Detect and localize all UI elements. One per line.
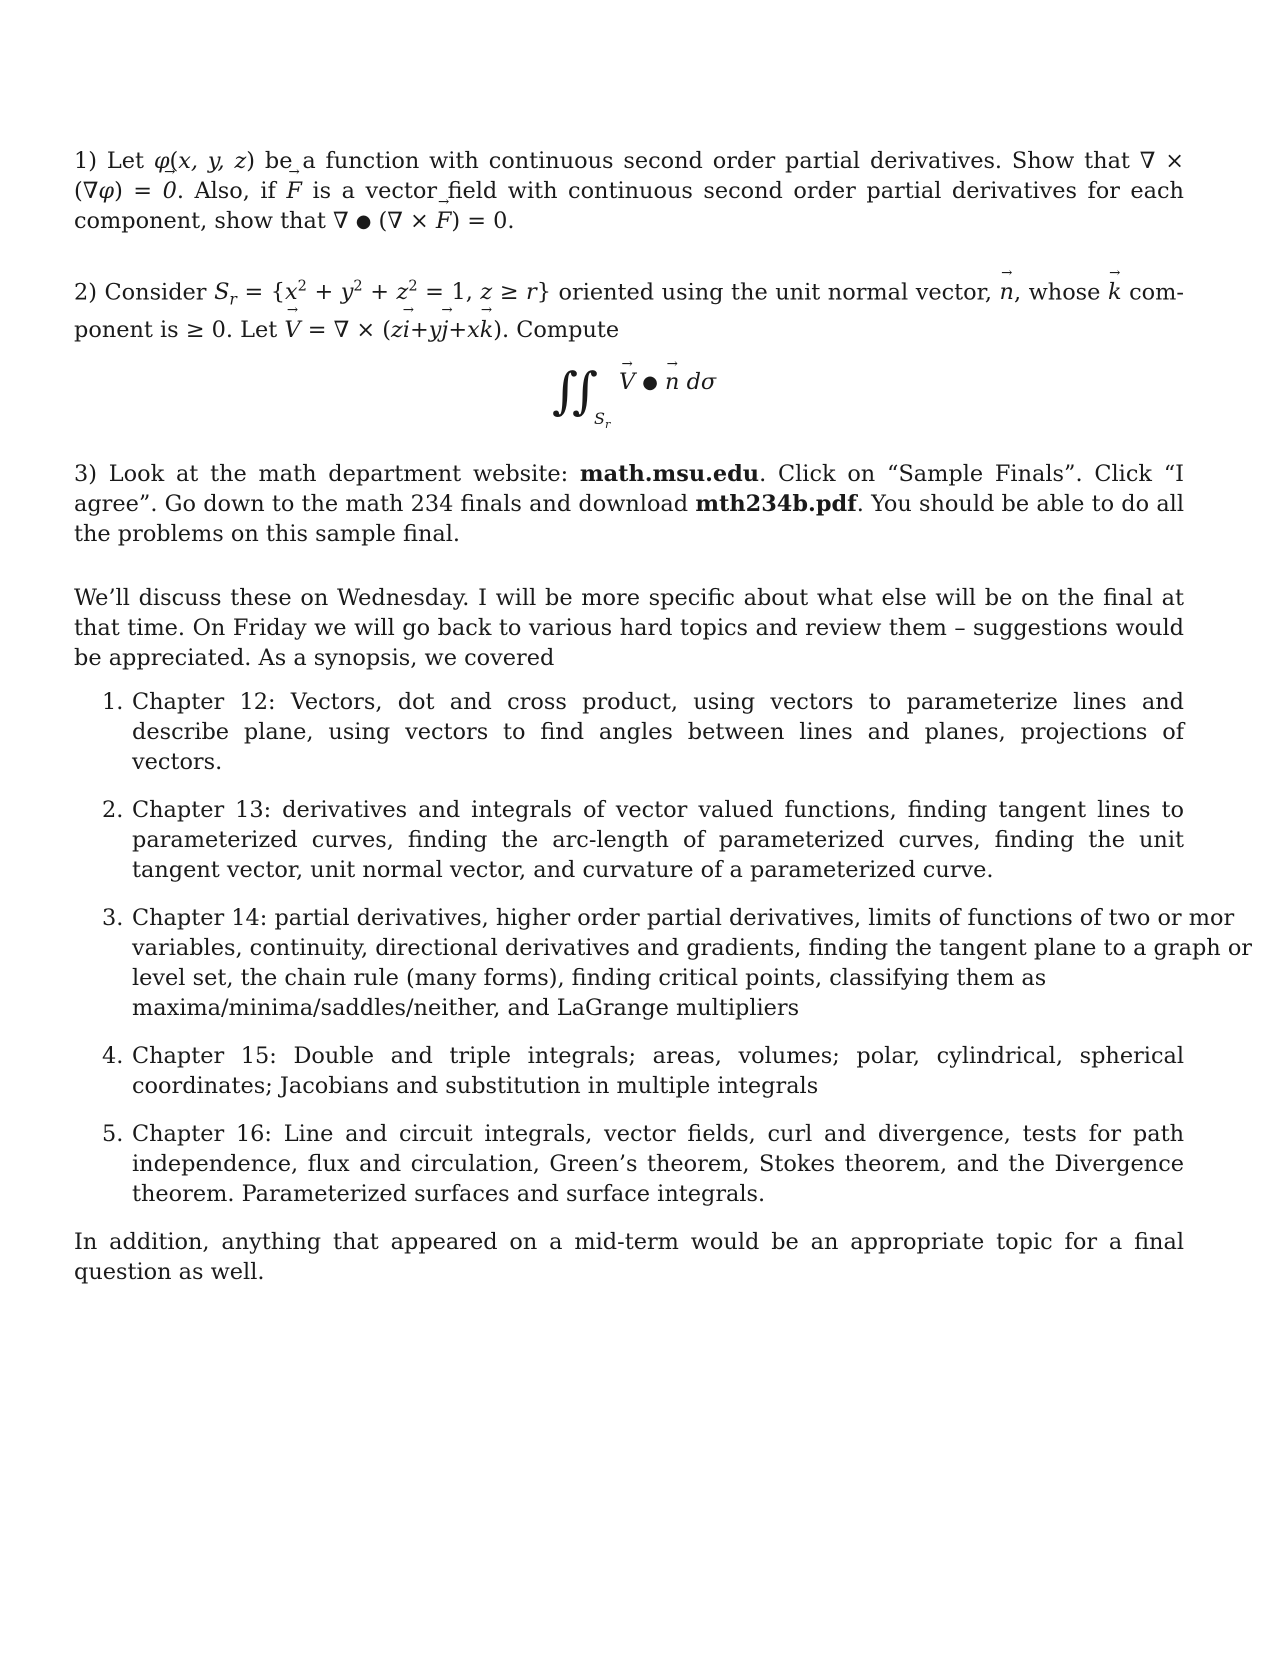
website-link[interactable]: math.msu.edu	[579, 460, 760, 487]
problem-1-number: 1)	[74, 148, 97, 174]
closing-paragraph: In addition, anything that appeared on a mid-term would be an appropriate topic for a final question as well.	[74, 1228, 1184, 1285]
list-item: 2. Chapter 13: derivatives and integrals of vector valued functions, finding tangent lines to parameterized curves, finding the arc-length of parameterized curves, finding the unit tangent vector, unit normal vector, and curvature of a parameterized curve.	[102, 796, 1184, 883]
formula-geq-zero: ≥ 0.	[185, 316, 234, 343]
formula-div-curl: ∇ ● (∇ × → F) = 0.	[333, 208, 515, 234]
list-item: 5. Chapter 16: Line and circuit integrals, vector fields, curl and divergence, tests for path independence, flux and circulation, Green’s theorem, Stokes theorem, and the Divergence theorem. Parameterized surfaces and surface integrals.	[102, 1120, 1184, 1207]
problem-3-number: 3)	[74, 460, 97, 487]
formula-surface: $S_r = \{x^2 + y^2 + z^2 = 1$, z ≥ r}	[214, 278, 551, 309]
list-item: 4. Chapter 15: Double and triple integrals; areas, volumes; polar, cylindrical, spherical coordinates; Jacobians and substitution in multiple integrals	[102, 1042, 1184, 1099]
problem-1: 1) Let φ(x, y, z) be a function with continuous second order partial derivatives. Show that ∇ × (∇φ) = → 0. Also, if → F is a vector field with continuous second order partial derivatives for each component, show that ∇ ● (∇ × → F) = 0.	[74, 146, 1184, 238]
problem-3: 3) Look at the math department website: math.msu.edu. Click on “Sample Finals”. Click “I agree”. Go down to the math 234 finals and download mth234b.pdf. You should be able to do all the problems on this sample final.	[74, 460, 1184, 547]
double-integral-sign: ∫∫	[552, 361, 593, 420]
problem-2-number: 2)	[74, 279, 97, 306]
pdf-filename[interactable]: mth234b.pdf	[695, 490, 857, 517]
formula-curl-grad: ∇ × (∇φ) = → 0.	[74, 148, 1184, 204]
topics-list	[74, 687, 1253, 1209]
discussion-paragraph: We’ll discuss these on Wednesday. I will be more specific about what else will be on the final at that time. On Friday we will go back to various hard topics and review them – suggestions would be appreciated. As a synopsis, we covered	[74, 584, 1184, 671]
formula-V: → V = ∇ × (z→ i+y→ j+x→ k).	[284, 317, 509, 343]
formula-n: → n	[1000, 277, 1014, 307]
list-item: 3. Chapter 14: partial derivatives, higher order partial derivatives, limits of functions of two or mor variables, continuity, directional derivatives and gradients, finding the tangent plane to a graph or level set, the chain rule (many forms), finding critical points, classifying them as maxima/minima/saddles/neither, and LaGrange multipliers	[102, 904, 1253, 1021]
integral-integrand: → V ● → n dσ	[619, 369, 716, 395]
problem-2: 2) Consider $S_r = \{x^2 + y^2 + z^2 = 1$, z ≥ r} oriented using the unit normal vector, → n, whose → k com- ponent is ≥ 0. Let → V = ∇ × (z→ i+y→ j+x→ k). Compute	[74, 272, 1184, 345]
integral-subscript: $S_r$	[594, 408, 611, 432]
formula-k: → k	[1108, 277, 1122, 307]
list-item: 1. Chapter 12: Vectors, dot and cross product, using vectors to parameterize lines and describe plane, using vectors to find angles between lines and planes, projections of vectors.	[102, 688, 1184, 775]
surface-integral	[74, 351, 1184, 451]
formula-phi: φ(x, y, z)	[153, 148, 256, 174]
formula-F: → F	[286, 176, 302, 206]
document-page	[74, 146, 1253, 1287]
